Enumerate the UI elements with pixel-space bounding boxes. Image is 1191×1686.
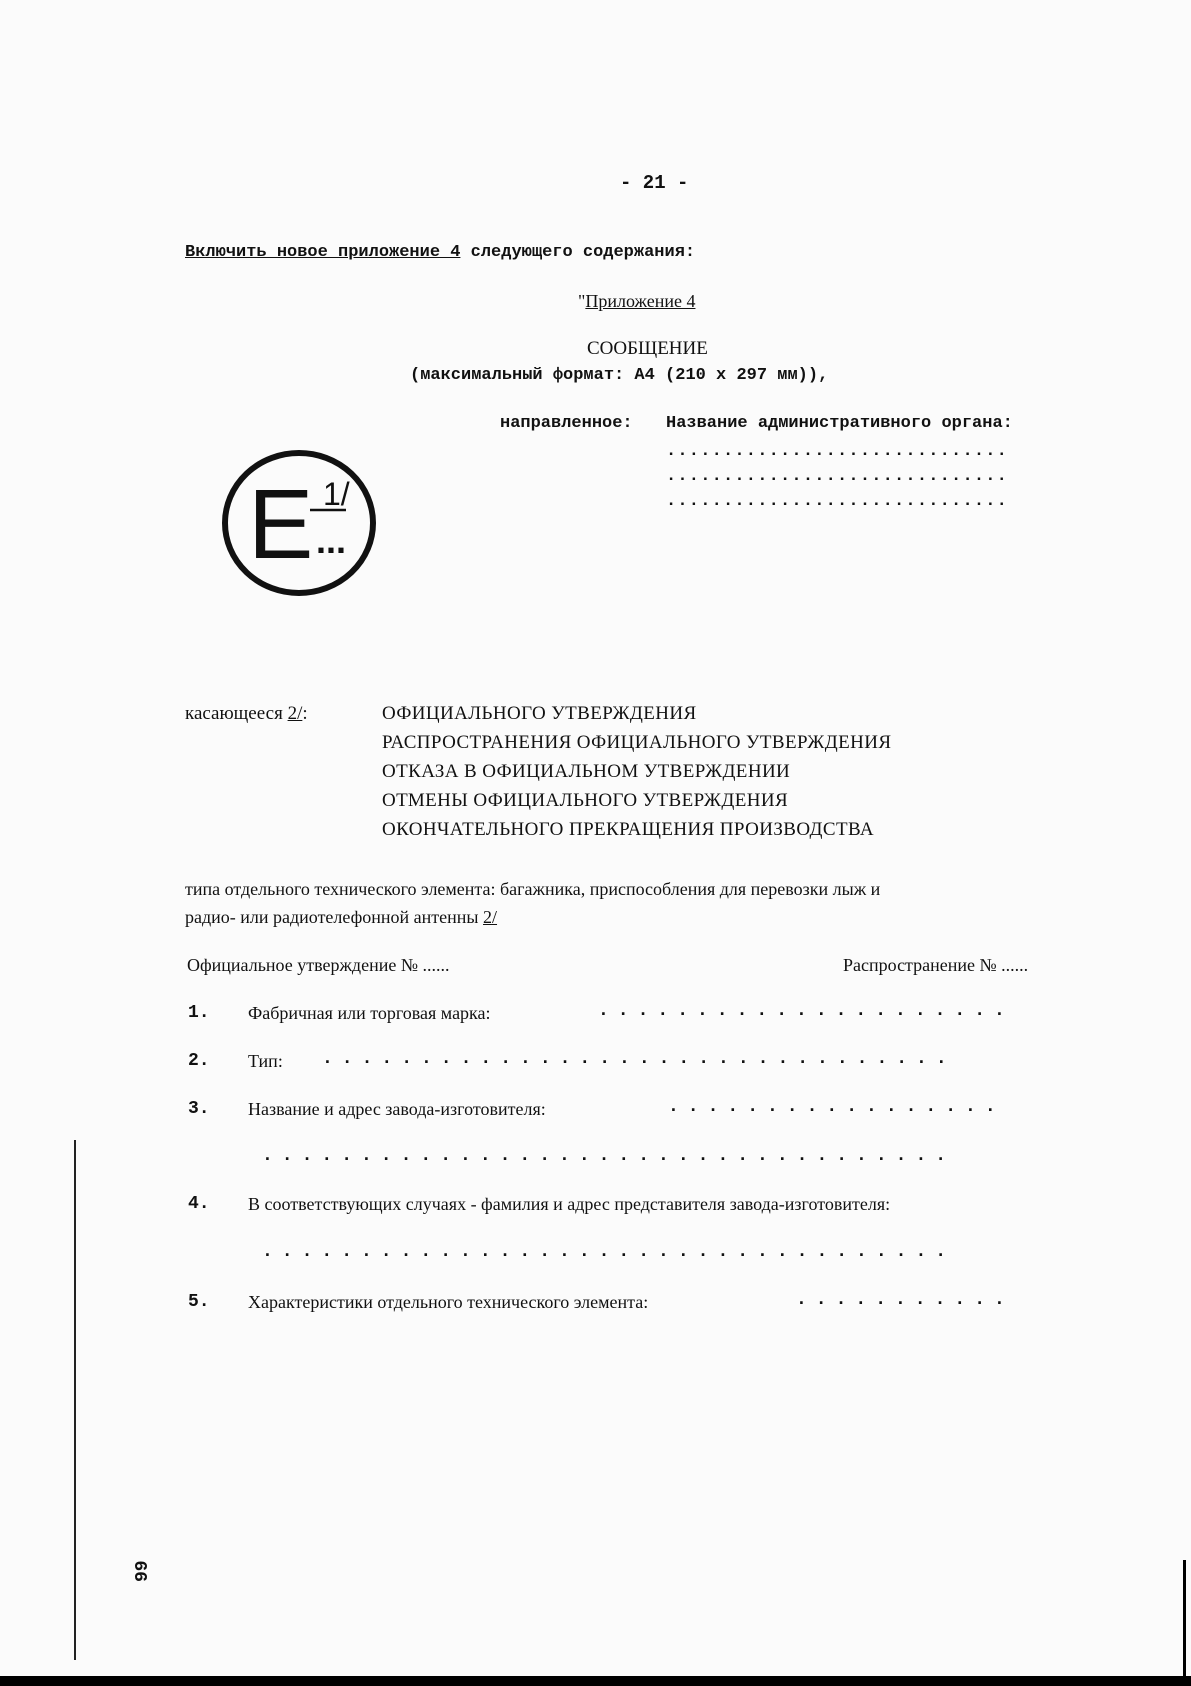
left-margin-rule <box>74 1140 76 1660</box>
footnote-ref: 2/ <box>287 703 303 724</box>
item-number: 2. <box>188 1051 210 1071</box>
authority-dot-line: .............................. <box>666 492 1009 511</box>
annex-quote: " <box>578 291 586 311</box>
item-number: 5. <box>188 1292 210 1312</box>
concerning-option: ОКОНЧАТЕЛЬНОГО ПРЕКРАЩЕНИЯ ПРОИЗВОДСТВА <box>382 819 874 840</box>
item-number: 4. <box>188 1194 210 1214</box>
type-line-2 <box>185 907 497 928</box>
format-line: (максимальный формат: А4 (210 х 297 мм)), <box>410 366 829 385</box>
e-mark-letter: E <box>248 469 314 579</box>
concerning-option: ОТМЕНЫ ОФИЦИАЛЬНОГО УТВЕРЖДЕНИЯ <box>382 790 789 811</box>
annex-title: Приложение 4 <box>585 291 696 311</box>
intro-rest: следующего содержания: <box>460 243 696 262</box>
item-number: 1. <box>188 1003 210 1023</box>
item-label: Фабричная или торговая марка: <box>248 1003 491 1023</box>
authority-label: Название административного органа: <box>666 414 1013 433</box>
e-mark-logo <box>220 448 378 598</box>
item-dots: ................................ <box>322 1049 956 1069</box>
concerning-label-text: касающееся <box>185 703 288 724</box>
concerning-option: ОФИЦИАЛЬНОГО УТВЕРЖДЕНИЯ <box>382 703 697 724</box>
item-label: В соответствующих случаях - фамилия и адрес представителя завода-изготовителя: <box>248 1194 891 1214</box>
bottom-scan-border <box>0 1676 1191 1686</box>
item-label: Название и адрес завода-изготовителя: <box>248 1099 546 1119</box>
sent-to-label: направленное: <box>500 414 633 433</box>
footnote-ref: 2/ <box>483 907 498 927</box>
item-dots: ........... <box>796 1290 1014 1310</box>
extension-number: Распространение № ...... <box>843 955 1029 975</box>
intro-underlined: Включить новое приложение 4 <box>185 243 461 262</box>
concerning-label <box>185 703 308 725</box>
e-mark-footnote: 1/ <box>323 476 350 512</box>
item-dots: ................................... <box>262 1146 956 1166</box>
authority-dot-line: .............................. <box>666 442 1009 461</box>
annex-heading <box>578 291 695 312</box>
item-label: Тип: <box>248 1051 283 1071</box>
type-line-2-text: радио- или радиотелефонной антенны <box>185 907 484 927</box>
intro-instruction <box>185 243 695 262</box>
right-edge-rule <box>1183 1560 1186 1680</box>
item-number: 3. <box>188 1099 210 1119</box>
item-dots: ................................... <box>262 1242 956 1262</box>
concerning-option: ОТКАЗА В ОФИЦИАЛЬНОМ УТВЕРЖДЕНИИ <box>382 761 791 782</box>
type-line-1: типа отдельного технического элемента: багажника, приспособления для перевозки лыж и <box>185 879 881 899</box>
approval-number: Официальное утверждение № ...... <box>187 955 450 975</box>
authority-dot-line: .............................. <box>666 467 1009 486</box>
message-title: СООБЩЕНИЕ <box>587 338 708 359</box>
concerning-colon: : <box>302 703 308 724</box>
item-label: Характеристики отдельного технического элемента: <box>248 1292 649 1312</box>
item-dots: ..................... <box>598 1001 1014 1021</box>
item-dots: ................. <box>668 1097 1005 1117</box>
e-mark-dots: ... <box>316 520 347 561</box>
margin-number: 99 <box>133 1560 153 1582</box>
concerning-option: РАСПРОСТРАНЕНИЯ ОФИЦИАЛЬНОГО УТВЕРЖДЕНИЯ <box>382 732 892 753</box>
page-number: - 21 - <box>620 172 689 194</box>
